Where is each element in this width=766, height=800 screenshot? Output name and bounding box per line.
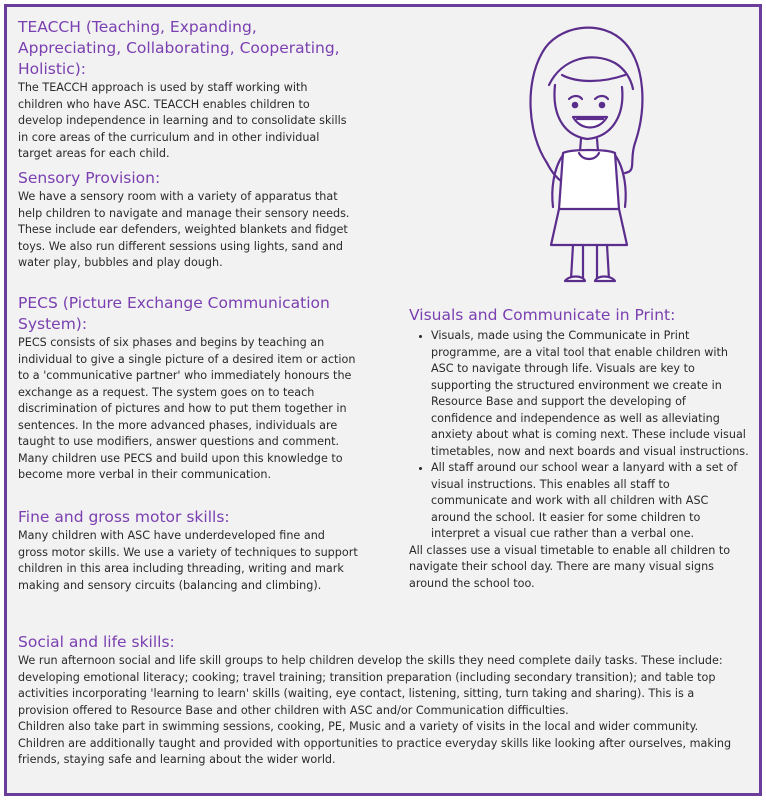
visuals-bullet: • All staff around our school wear a lanyard with a set of visual instructions. This enables all staff to communicate and work with all children with ASC around the school. It easier for some children to interpret a visual cue rather than a verbal one.: [431, 460, 749, 543]
pecs-section: [18, 293, 358, 484]
social-section: [18, 632, 748, 769]
visuals-heading: Visuals and Communicate in Print:: [409, 306, 676, 324]
girl-illustration-icon: [507, 13, 657, 293]
teacch-section: [18, 17, 353, 163]
content-frame: [4, 4, 762, 796]
sensory-heading: Sensory Provision:: [18, 169, 161, 187]
social-heading: Social and life skills:: [18, 633, 175, 651]
visuals-closing: All classes use a visual timetable to enable all children to navigate their school day. There are many visual signs around the school too.: [409, 543, 731, 590]
visuals-bullet-list: [409, 328, 749, 543]
pecs-body: PECS consists of six phases and begins by teaching an individual to give a single picture of a desired item or action to a 'communicative partner' who immediately honours the exchange as a request. The system goes on to teach discrimination of pictures and how to put them together in sentences. In the more advanced phases, individuals are taught to use modifiers, answer questions and comment. Many children use PECS and build upon this knowledge to become more verbal in their communication.: [18, 336, 356, 481]
sensory-section: [18, 168, 363, 272]
social-body-2: Children also take part in swimming sessions, cooking, PE, Music and a variety of visits in the local and wider community. Children are additionally taught and provided with opportunities to practice everyday skills like looking after ourselves, making friends, staying safe and learning about the wider world.: [18, 720, 732, 766]
fine-motor-section: [18, 507, 358, 594]
teacch-body: The TEACCH approach is used by staff working with children who have ASC. TEACCH enables children to develop independence in learning and to consolidate skills in core areas of the curriculum and in other individual target areas for each child.: [18, 81, 347, 160]
fine-motor-body: Many children with ASC have underdeveloped fine and gross motor skills. We use a variety of techniques to support children in this area including threading, writing and mark making and sensory circuits (balancing and climbing).: [18, 529, 358, 592]
visuals-section: [409, 305, 749, 592]
sensory-body: We have a sensory room with a variety of apparatus that help children to navigate and manage their sensory needs. These include ear defenders, weighted blankets and fidget toys. We also run different sessions using lights, sand and water play, bubbles and play dough.: [18, 190, 350, 269]
fine-motor-heading: Fine and gross motor skills:: [18, 508, 230, 526]
visuals-bullet: • Visuals, made using the Communicate in Print programme, are a vital tool that enable children with ASC to navigate through life. Visuals are key to supporting the structured environment we create in Resource Base and support the developing of confidence and independence as well as alleviating anxiety about what is coming next. These include visual timetables, now and next boards and visual instructions.: [431, 328, 749, 460]
pecs-heading: PECS (Picture Exchange Communication System):: [18, 294, 330, 333]
teacch-heading: TEACCH (Teaching, Expanding, Appreciating, Collaborating, Cooperating, Holistic):: [18, 18, 340, 78]
social-body-1: We run afternoon social and life skill groups to help children develop the skills they need complete daily tasks. These include: developing emotional literacy; cooking; travel training; transition preparation (including secondary transition); and table top activities incorporating 'learning to learn' skills (waiting, eye contact, listening, sitting, turn taking and sharing). This is a provision offered to Resource Base and other children with ASC and/or Communication difficulties.: [18, 654, 723, 717]
